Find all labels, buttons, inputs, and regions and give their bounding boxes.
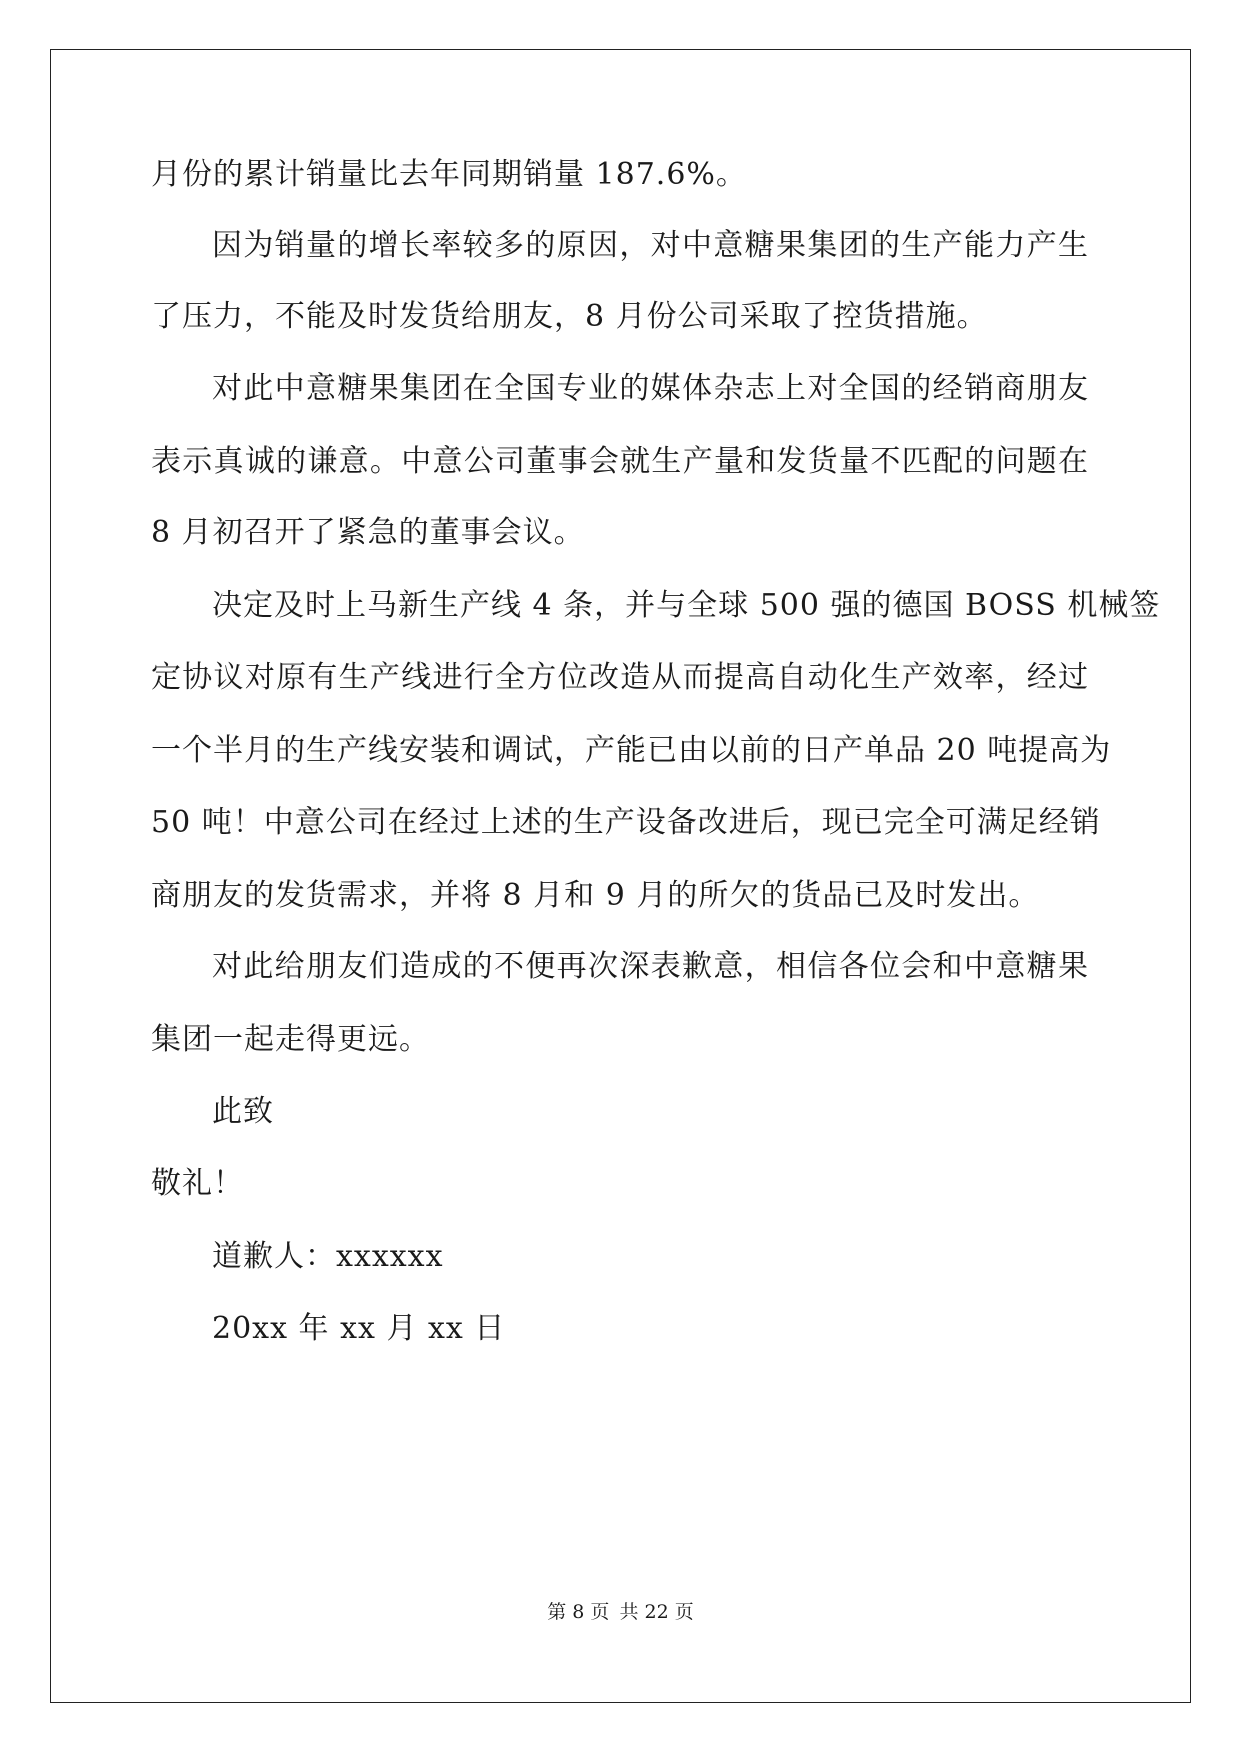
text-line: 了压力，不能及时发货给朋友，8 月份公司采取了控货措施。 (151, 299, 988, 334)
text-line: 对此给朋友们造成的不便再次深表歉意，相信各位会和中意糖果 (212, 949, 1089, 984)
text-line: 表示真诚的谦意。中意公司董事会就生产量和发货量不匹配的问题在 (151, 444, 1089, 479)
salutation-regards: 敬礼！ (151, 1166, 244, 1201)
text-line: 对此中意糖果集团在全国专业的媒体杂志上对全国的经销商朋友 (212, 371, 1089, 406)
text-line: 集团一起走得更远。 (151, 1022, 430, 1057)
signature-name: 道歉人：xxxxxx (212, 1239, 444, 1274)
text-line: 一个半月的生产线安装和调试，产能已由以前的日产单品 20 吨提高为 (151, 733, 1112, 768)
salutation-closing: 此致 (212, 1094, 274, 1129)
signature-date: 20xx 年 xx 月 xx 日 (212, 1311, 506, 1346)
page-number-total: 共 22 页 (619, 1601, 694, 1623)
text-line: 50 吨！中意公司在经过上述的生产设备改进后，现已完全可满足经销 (151, 805, 1101, 840)
text-line: 8 月初召开了紧急的董事会议。 (151, 515, 585, 550)
text-line: 决定及时上马新生产线 4 条，并与全球 500 强的德国 BOSS 机械签 (212, 588, 1161, 623)
text-line: 商朋友的发货需求，并将 8 月和 9 月的所欠的货品已及时发出。 (151, 878, 1040, 913)
text-line: 月份的累计销量比去年同期销量 187.6%。 (151, 157, 747, 192)
text-line: 因为销量的增长率较多的原因，对中意糖果集团的生产能力产生 (212, 228, 1089, 263)
text-line: 定协议对原有生产线进行全方位改造从而提高自动化生产效率，经过 (151, 660, 1089, 695)
page-number-current: 第 8 页 (547, 1601, 610, 1623)
page-footer (0, 1600, 1241, 1624)
